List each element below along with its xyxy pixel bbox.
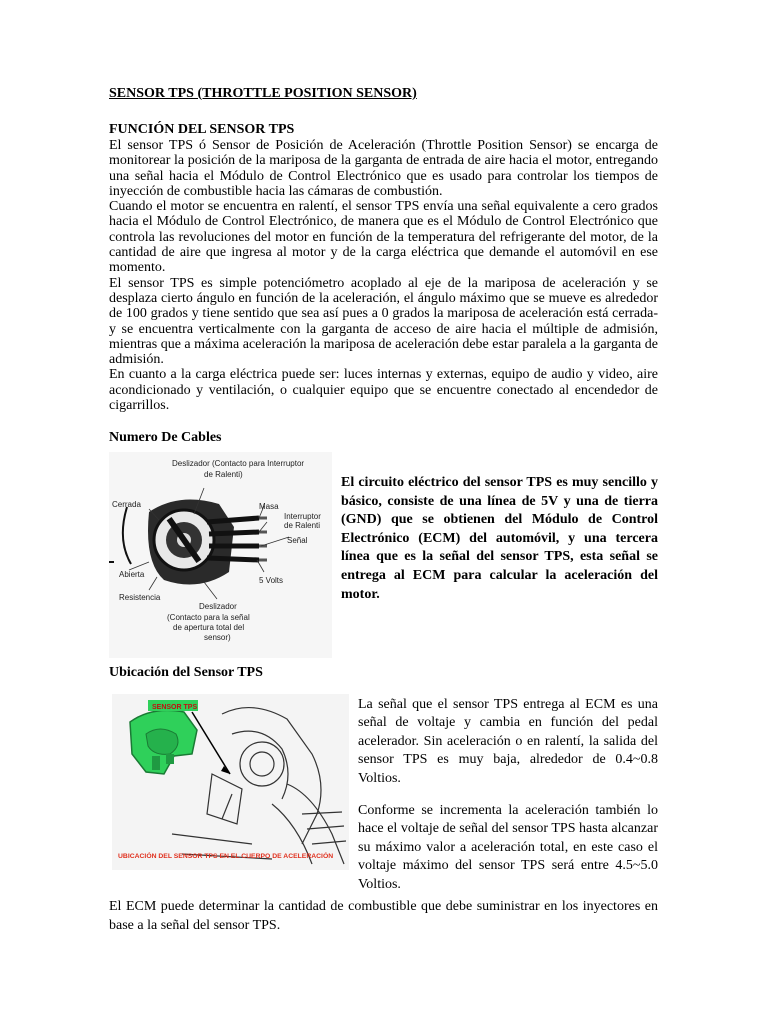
location-paragraph: La señal que el sensor TPS entrega al ECM es una señal de voltaje y cambia en función del pedal acelerador. Sin aceleración o en ralentí, la salida del sensor TPS es muy baja, alrededor de 0.4~0.8 Voltios. <box>358 697 658 786</box>
function-paragraph: En cuanto a la carga eléctrica puede ser: luces internas y externas, equipo de audio y video, aire acondicionado y ventilación, o cualquier equipo que se encuentre conectado al encendedor de cigarrillos. <box>109 367 658 414</box>
label-slider-open-4: sensor) <box>204 633 231 642</box>
cables-heading: Numero De Cables <box>109 430 222 445</box>
label-slider-open-2: (Contacto para la señal <box>167 613 250 622</box>
function-body <box>109 138 658 413</box>
label-abierta: Abierta <box>119 570 145 579</box>
label-senal: Señal <box>287 536 308 545</box>
tps-circuit-diagram <box>109 452 332 658</box>
tps-circuit-figure <box>109 452 332 658</box>
throttle-body-illustration <box>112 694 349 870</box>
throttle-body-figure <box>112 694 349 870</box>
label-slider-open: Deslizador <box>199 602 237 611</box>
label-masa: Masa <box>259 502 279 511</box>
label-interruptor-2: de Ralenti <box>284 521 321 530</box>
function-paragraph: Cuando el motor se encuentra en ralentí, el sensor TPS envía una señal equivalente a cero grados hacia el Módulo de Control Electrónico, de manera que es el Módulo de Control Electrónico que controla las revoluciones del motor en función de la temperatura del refrigerante del motor, de la cantidad de aire que ingresa al motor y de la carga eléctrica que demande el automóvil en ese momento. <box>109 199 658 276</box>
function-paragraph: El sensor TPS ó Sensor de Posición de Aceleración (Throttle Position Sensor) se encarga de monitorear la posición de la mariposa de la garganta de entrada de aire hacia el motor, entregando una señal hacia el Módulo de Control Electrónico que es usado para controlar los tiempos de inyección de combustible hacia las cámaras de combustión. <box>109 138 658 199</box>
sensor-tps-badge: SENSOR TPS <box>152 704 198 711</box>
closing-paragraph: El ECM puede determinar la cantidad de combustible que debe suministrar en los inyectores en base a la señal del sensor TPS. <box>109 899 658 933</box>
location-paragraph: Conforme se incrementa la aceleración también lo hace el voltaje de señal del sensor TPS hasta alcanzar su máximo valor a aceleración total, en este caso el voltaje máximo del sensor TPS será entre 4.5~5.0 Voltios. <box>358 803 658 892</box>
location-description <box>358 696 658 908</box>
function-paragraph: El sensor TPS es simple potenciómetro acoplado al eje de la mariposa de aceleración y se desplaza cierto ángulo en función de la aceleración, el ángulo máximo que se mueve es alrededor de 100 grados y tiene sentido que sea así pues a 0 grados la mariposa de aceleración está cerrada- y se encuentra verticalmente con la garganta de acceso de aire hacia el múltiple de admisión, mientras que a máxima aceleración la mariposa de aceleración debe estar paralela a la garganta de admisión. <box>109 275 658 368</box>
label-interruptor: Interruptor <box>284 512 321 521</box>
function-section <box>109 122 658 413</box>
label-slider-open-3: de apertura total del <box>173 623 245 632</box>
label-slider-idle-2: de Ralenti) <box>204 470 243 479</box>
document-title: SENSOR TPS (THROTTLE POSITION SENSOR) <box>109 86 417 101</box>
label-resistencia: Resistencia <box>119 593 161 602</box>
circuit-description: El circuito eléctrico del sensor TPS es muy sencillo y básico, consiste de una línea de 5V y una de tierra (GND) que se obtienen del Módulo de Control Electrónico (ECM) del automóvil, y una tercera línea que es la señal del sensor TPS, esta señal se entrega al ECM para calcular la aceleración del motor. <box>341 475 658 602</box>
label-volts: 5 Volts <box>259 576 284 585</box>
label-cerrada: Cerrada <box>112 500 141 509</box>
function-heading: FUNCIÓN DEL SENSOR TPS <box>109 122 295 137</box>
location-heading: Ubicación del Sensor TPS <box>109 665 263 680</box>
label-slider-idle: Deslizador (Contacto para Interruptor <box>172 459 305 468</box>
location-caption: UBICACIÓN DEL SENSOR TPS EN EL CUERPO DE ACELERACIÓN <box>118 853 334 860</box>
